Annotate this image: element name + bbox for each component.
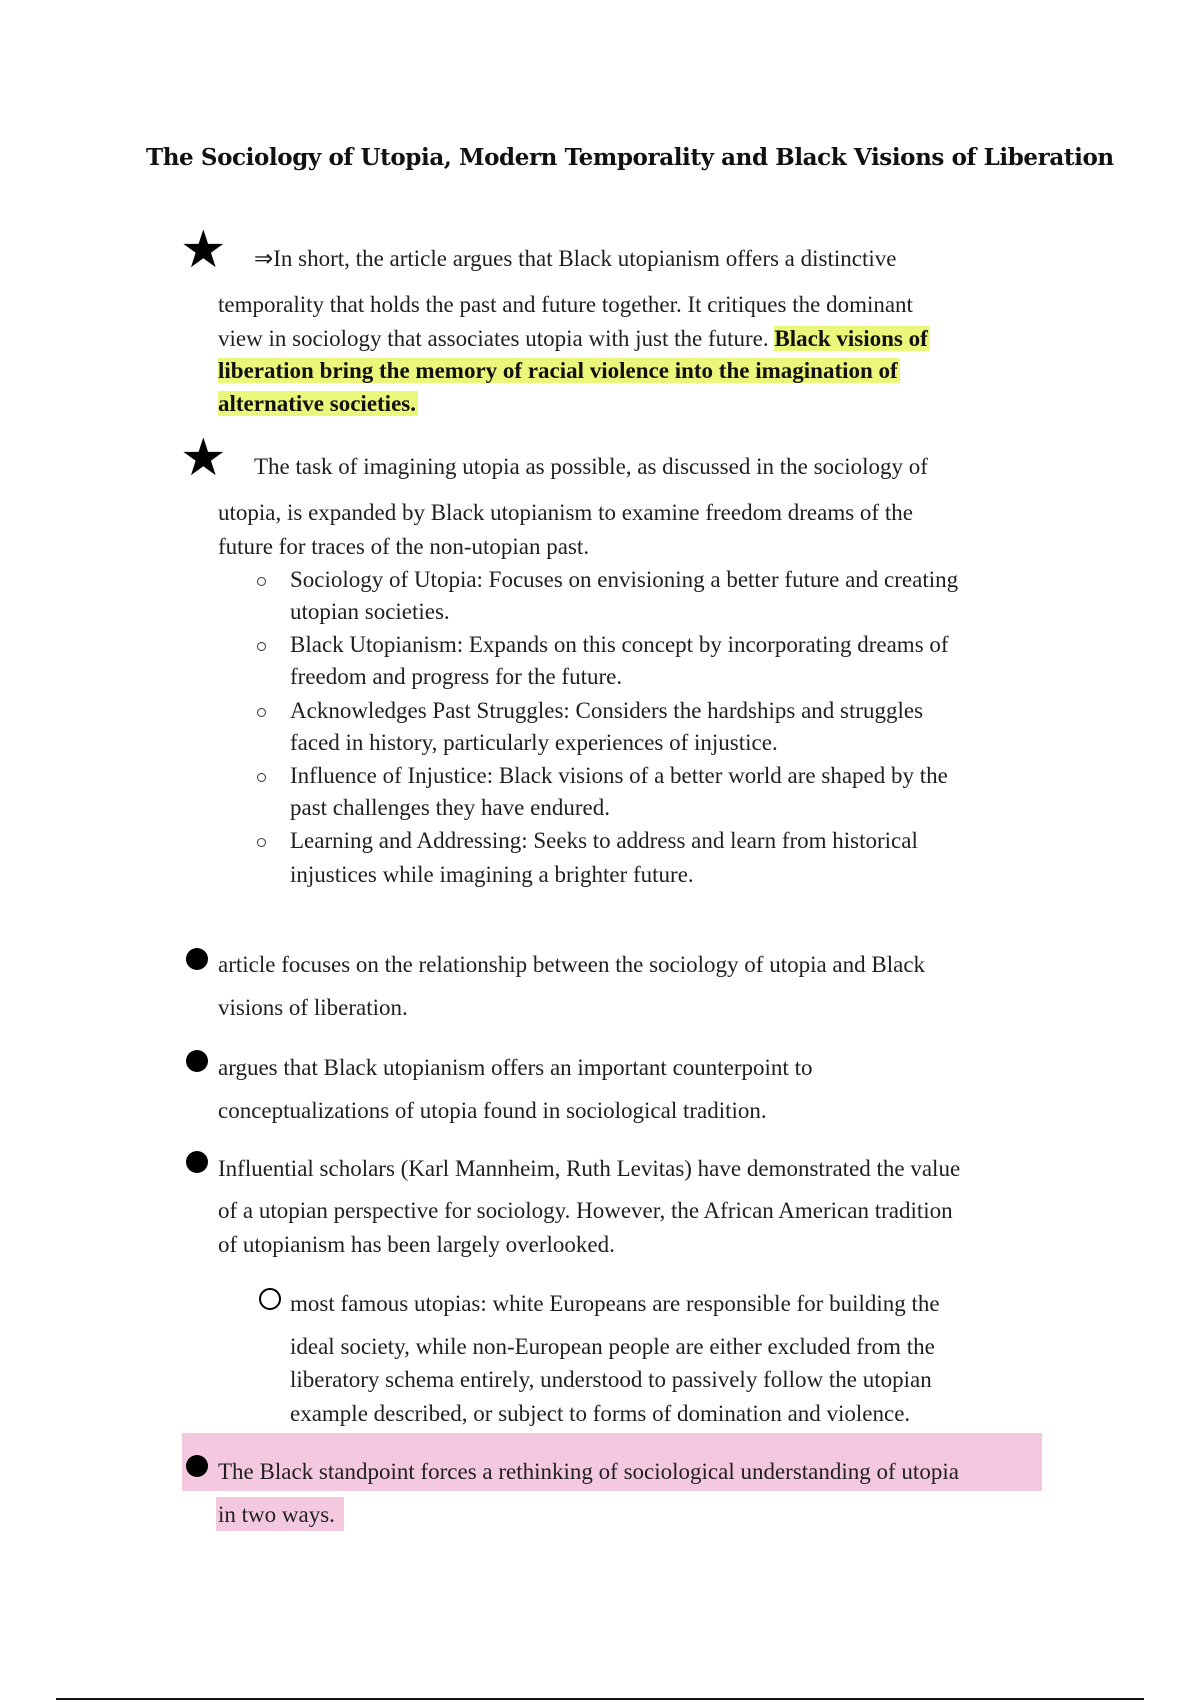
star-bullet-icon: ★: [180, 428, 227, 488]
highlighted-text: alternative societies.: [218, 391, 416, 416]
hollow-bullet-icon: [257, 838, 266, 847]
star2-line-1: The task of imagining utopia as possible, as discussed in the sociology of: [254, 454, 928, 479]
hollow-bullet-icon: [257, 577, 266, 586]
filled-bullet-icon: [186, 1455, 208, 1477]
subitem-3-line-2: faced in history, particularly experiences of injustice.: [290, 730, 778, 755]
bullet-3-line-3: of utopianism has been largely overlooked.: [218, 1232, 615, 1257]
sub-bullet-line-4: example described, or subject to forms of domination and violence.: [290, 1401, 911, 1426]
star1-line-2: temporality that holds the past and future together. It critiques the dominant: [218, 292, 913, 317]
subitem-1-line-1: Sociology of Utopia: Focuses on envisioning a better future and creating: [290, 567, 959, 592]
last-bullet-line-1: The Black standpoint forces a rethinking of sociological understanding of utopia: [218, 1459, 959, 1484]
star1-line-3: [218, 323, 930, 355]
star2-line-3: future for traces of the non-utopian past.: [218, 534, 590, 559]
subitem-1-line-2: utopian societies.: [290, 599, 450, 624]
sub-bullet-line-3: liberatory schema entirely, understood to passively follow the utopian: [290, 1367, 932, 1392]
star1-line-3-text: view in sociology that associates utopia with just the future.: [218, 326, 775, 351]
star1-line-4: [218, 355, 900, 387]
subitem-4-line-2: past challenges they have endured.: [290, 795, 610, 820]
filled-bullet-icon: [186, 1050, 208, 1072]
document-title: The Sociology of Utopia, Modern Temporality and Black Visions of Liberation: [146, 144, 1114, 171]
sub-bullet-line-2: ideal society, while non-European people are either excluded from the: [290, 1334, 935, 1359]
highlighted-text: Black visions of: [774, 326, 928, 351]
last-bullet-line-2: in two ways.: [218, 1502, 335, 1527]
star-bullet-icon: ★: [180, 220, 227, 280]
subitem-2-line-2: freedom and progress for the future.: [290, 664, 623, 689]
bullet-3-line-2: of a utopian perspective for sociology. However, the African American tradition: [218, 1198, 953, 1223]
bullet-2-line-2: conceptualizations of utopia found in sociological tradition.: [218, 1098, 767, 1123]
bullet-1-line-1: article focuses on the relationship between the sociology of utopia and Black: [218, 952, 926, 977]
filled-bullet-icon: [186, 948, 208, 970]
subitem-4-line-1: Influence of Injustice: Black visions of a better world are shaped by the: [290, 763, 948, 788]
filled-bullet-icon: [186, 1151, 208, 1173]
subitem-3-line-1: Acknowledges Past Struggles: Considers the hardships and struggles: [290, 698, 924, 723]
hollow-bullet-icon: [257, 708, 266, 717]
star1-line-5: [218, 388, 418, 420]
subitem-2-line-1: Black Utopianism: Expands on this concept by incorporating dreams of: [290, 632, 949, 657]
subitem-5-line-2: injustices while imagining a brighter future.: [290, 862, 694, 887]
bullet-2-line-1: argues that Black utopianism offers an important counterpoint to: [218, 1055, 813, 1080]
subitem-5-line-1: Learning and Addressing: Seeks to address and learn from historical: [290, 828, 918, 853]
hollow-bullet-icon: [257, 642, 266, 651]
star2-line-2: utopia, is expanded by Black utopianism to examine freedom dreams of the: [218, 500, 913, 525]
bullet-1-line-2: visions of liberation.: [218, 995, 408, 1020]
hollow-bullet-icon: [259, 1288, 281, 1310]
sub-bullet-line-1: most famous utopias: white Europeans are responsible for building the: [290, 1291, 940, 1316]
highlighted-text: liberation bring the memory of racial violence into the imagination of: [218, 358, 898, 383]
bullet-3-line-1: Influential scholars (Karl Mannheim, Ruth Levitas) have demonstrated the value: [218, 1156, 961, 1181]
hollow-bullet-icon: [257, 773, 266, 782]
star1-line-1: ⇒In short, the article argues that Black utopianism offers a distinctive: [254, 246, 897, 271]
